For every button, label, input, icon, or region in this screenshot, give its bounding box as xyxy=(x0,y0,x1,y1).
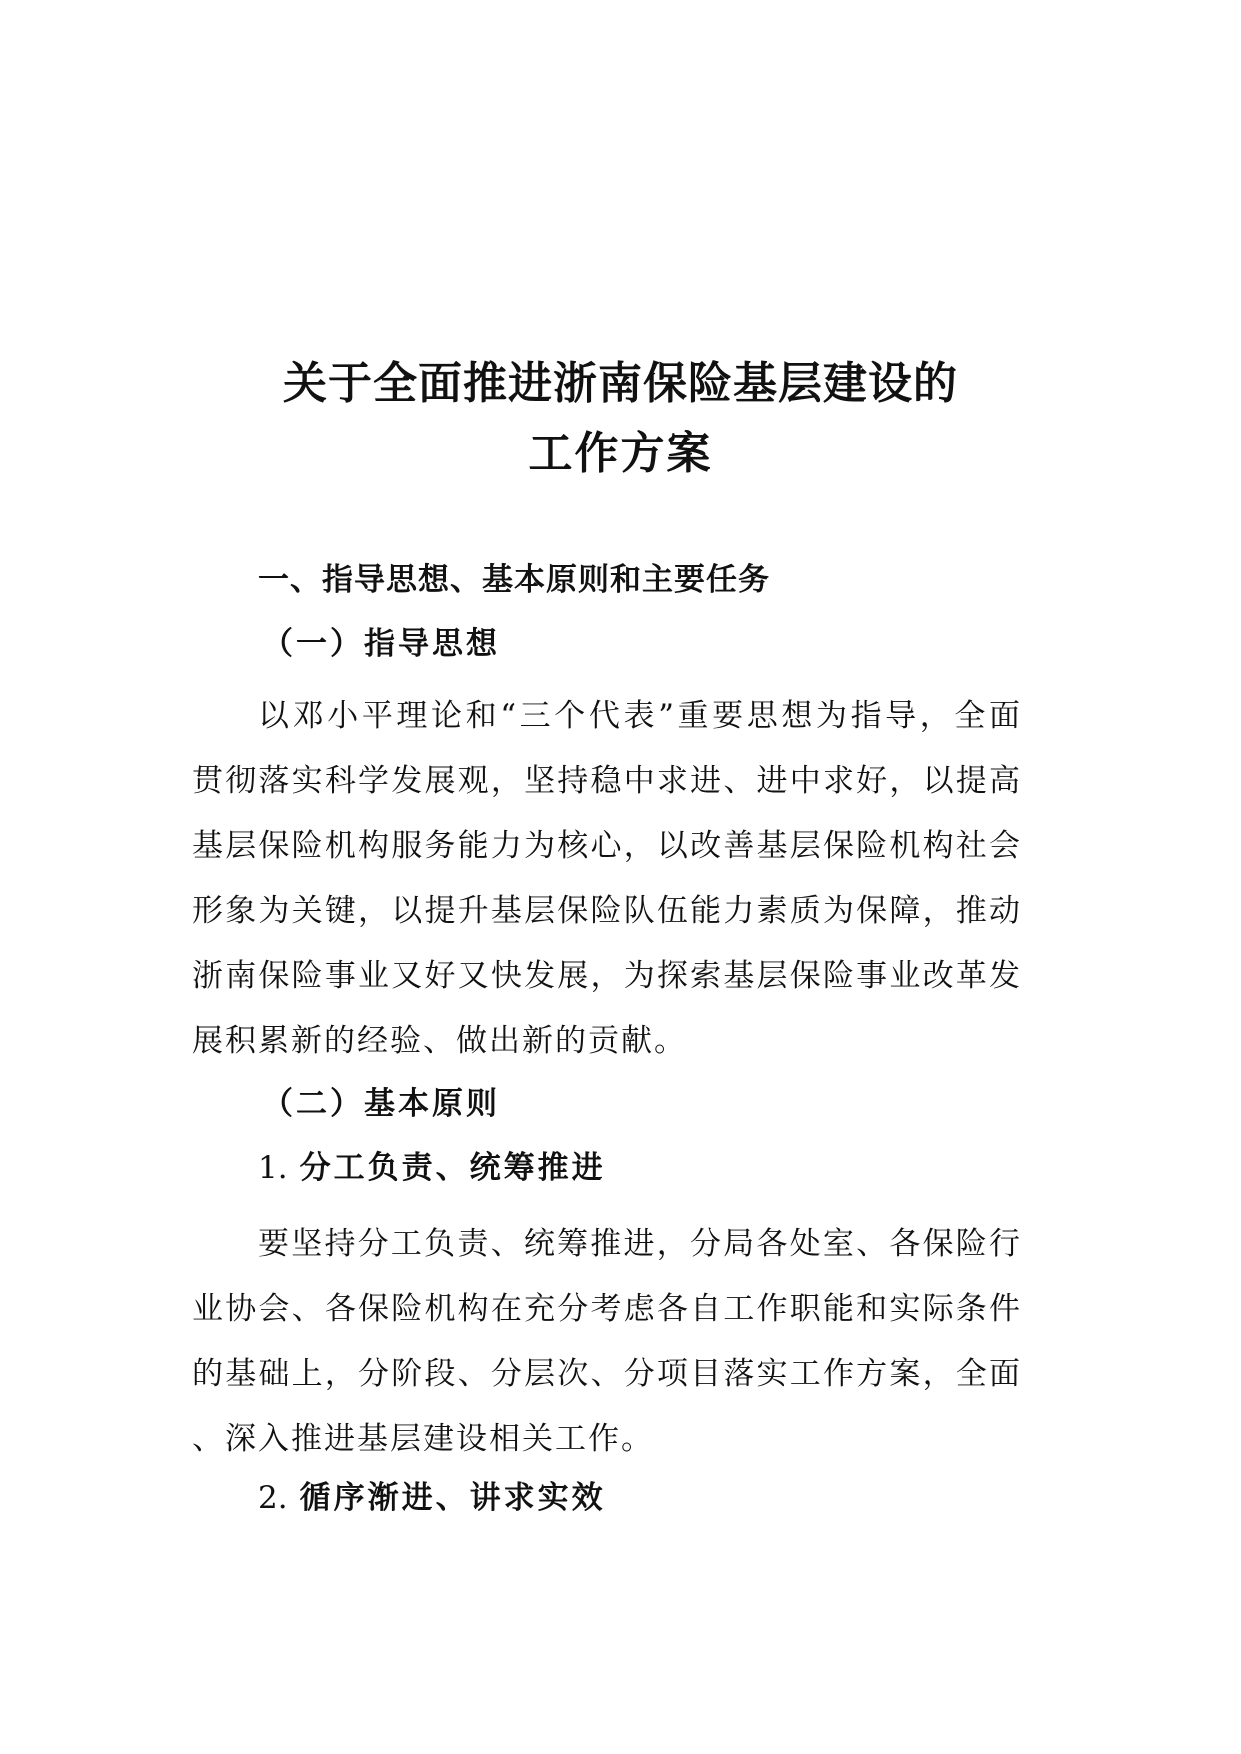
paragraph-line: 基层保险机构服务能力为核心，以改善基层保险机构社会 xyxy=(192,828,1022,864)
principle-item-label: 循序渐进、讲求实效 xyxy=(299,1480,606,1516)
principle-item-number: 1. xyxy=(258,1150,288,1186)
paragraph-line: 形象为关键，以提升基层保险队伍能力素质为保障，推动 xyxy=(192,893,1022,929)
paragraph-line: 业协会、各保险机构在充分考虑各自工作职能和实际条件 xyxy=(192,1291,1022,1327)
paragraph-line: 、深入推进基层建设相关工作。 xyxy=(192,1421,654,1457)
principle-item-2 xyxy=(258,1480,606,1516)
paragraph-line: 浙南保险事业又好又快发展，为探索基层保险事业改革发 xyxy=(192,958,1022,994)
paragraph-line: 贯彻落实科学发展观，坚持稳中求进、进中求好，以提高 xyxy=(192,763,1022,799)
document-title-line-1: 关于全面推进浙南保险基层建设的 xyxy=(283,358,958,409)
document-title-line-2: 工作方案 xyxy=(528,428,713,479)
paragraph-guiding-thought xyxy=(192,684,1022,1074)
subsection-heading-basic-principles: （二）基本原则 xyxy=(262,1086,500,1122)
subsection-heading-guiding-thought: （一）指导思想 xyxy=(262,626,500,662)
section-heading-guiding-principles-and-tasks: 一、指导思想、基本原则和主要任务 xyxy=(258,562,770,598)
paragraph-line: 以邓小平理论和“三个代表”重要思想为指导，全面 xyxy=(258,698,1022,734)
paragraph-line: 展积累新的经验、做出新的贡献。 xyxy=(192,1023,687,1059)
principle-item-label: 分工负责、统筹推进 xyxy=(299,1150,606,1186)
paragraph-line: 要坚持分工负责、统筹推进，分局各处室、各保险行 xyxy=(258,1226,1022,1262)
principle-item-number: 2. xyxy=(258,1480,288,1516)
principle-item-1 xyxy=(258,1150,606,1186)
paragraph-division-of-responsibility xyxy=(192,1212,1022,1472)
paragraph-line: 的基础上，分阶段、分层次、分项目落实工作方案，全面 xyxy=(192,1356,1022,1392)
